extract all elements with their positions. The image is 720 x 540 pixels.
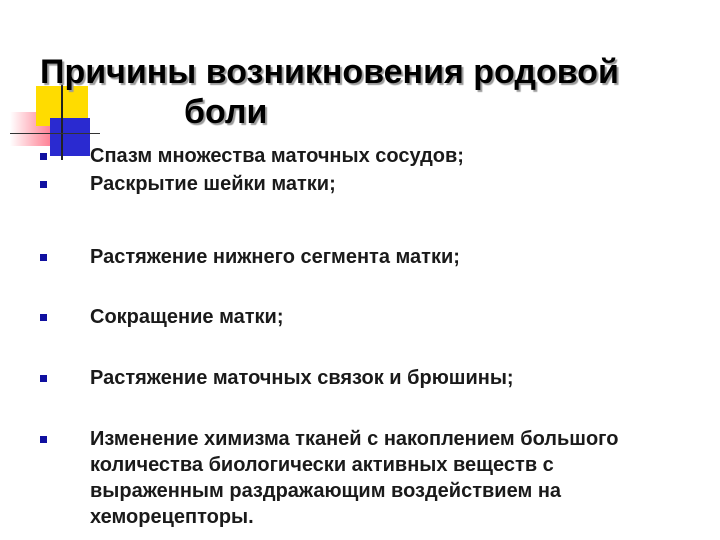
bullet-item: Спазм множества маточных сосудов; xyxy=(90,145,464,167)
bullet-marker xyxy=(40,436,47,443)
bullet-marker xyxy=(40,254,47,261)
bullet-item: Изменение химизма тканей с накоплением большого количества биологически активных веществ с выраженным раздражающим воздействием на хеморецепторы. xyxy=(90,428,619,528)
bullet-marker xyxy=(40,153,47,160)
bullet-item: Растяжение маточных связок и брюшины; xyxy=(90,367,514,389)
title-line-1: Причины возникновения родовой xyxy=(40,53,619,91)
bullet-marker xyxy=(40,181,47,188)
bullet-marker xyxy=(40,314,47,321)
bullet-item: Раскрытие шейки матки; xyxy=(90,173,336,195)
bullet-marker xyxy=(40,375,47,382)
bullet-item: Сокращение матки; xyxy=(90,306,284,328)
bullet-item: Растяжение нижнего сегмента матки; xyxy=(90,246,460,268)
title-line-2: боли xyxy=(184,93,268,131)
